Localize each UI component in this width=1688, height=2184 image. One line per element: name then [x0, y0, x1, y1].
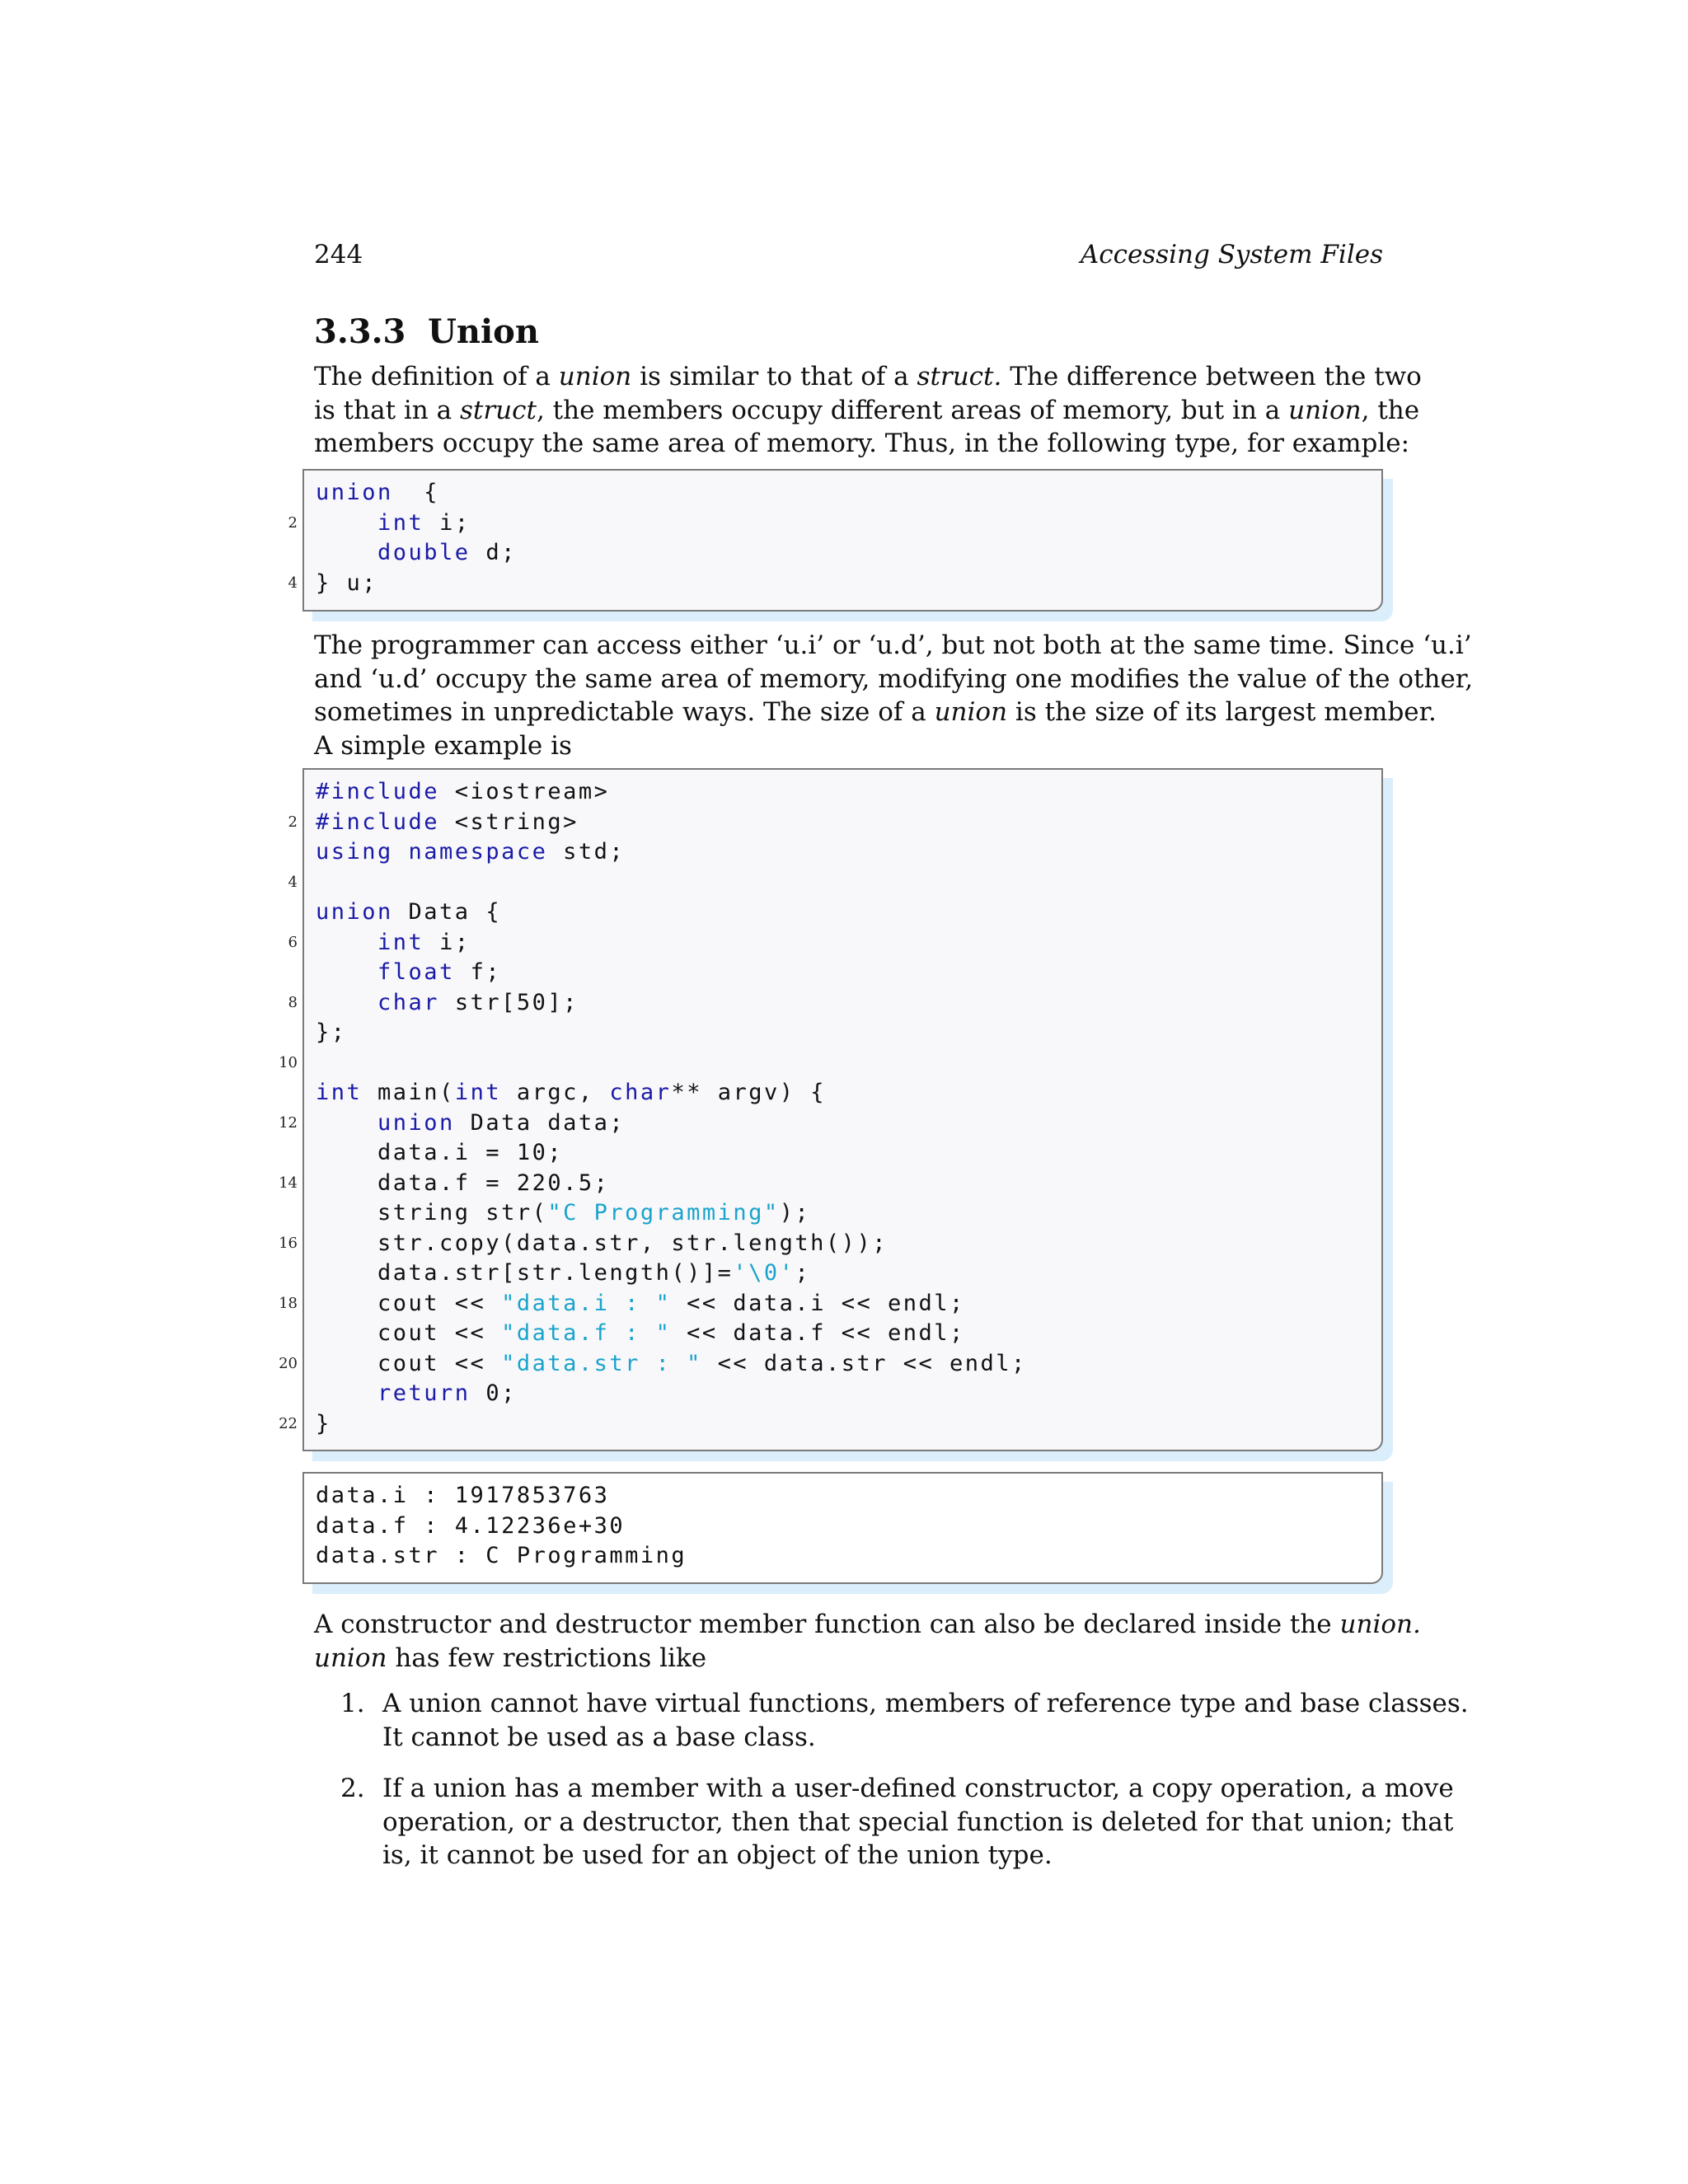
code-text [316, 927, 471, 958]
text-line [314, 360, 1422, 394]
code-token: ** argv) { [671, 1080, 826, 1105]
list-item-number: 2. [340, 1774, 365, 1803]
text-line [314, 729, 1383, 763]
code-token: cout << [316, 1320, 502, 1346]
emphasized-term: union [1288, 395, 1362, 425]
emphasized-term: union [558, 362, 632, 391]
explanation-paragraph [314, 629, 1474, 762]
code-text [316, 957, 501, 987]
code-token: }; [316, 1019, 347, 1045]
line-number: 20 [279, 1354, 298, 1372]
code-text [316, 1258, 810, 1288]
code-token: f; [454, 959, 502, 985]
code-token: data.str : C Programming [316, 1543, 687, 1568]
code-token: cout << [316, 1350, 502, 1376]
section-number: 3.3.3 [314, 312, 406, 351]
code-token: std; [547, 839, 626, 865]
code-keyword: int [316, 1080, 363, 1105]
code-token [316, 930, 377, 955]
code-token: << data.f << endl; [671, 1320, 965, 1346]
code-token: <string> [439, 808, 579, 835]
text-line: is, it cannot be used for an object of the union type. [382, 1840, 1053, 1870]
code-token [316, 1110, 377, 1136]
text-run: is the size of its largest member. [1007, 697, 1437, 727]
code-keyword: int [377, 509, 424, 536]
line-number: 4 [288, 574, 298, 592]
code-text [316, 1378, 517, 1408]
emphasized-term: struct. [917, 362, 1002, 391]
code-keyword: int [377, 929, 424, 955]
code-listing-union-example [279, 768, 1383, 1451]
text-line: A union cannot have virtual functions, members of reference type and base classes. [382, 1689, 1469, 1718]
code-token: } [316, 1410, 331, 1436]
code-text [316, 1511, 625, 1541]
text-line: It cannot be used as a base class. [382, 1722, 816, 1752]
code-text [316, 1228, 888, 1258]
code-text [316, 776, 609, 807]
list-item-text [382, 1772, 1454, 1872]
code-keyword: double [377, 540, 471, 565]
section-title: Union [428, 312, 539, 351]
code-text [316, 1408, 331, 1439]
code-token: <iostream> [439, 779, 610, 804]
text-run: , the [1361, 395, 1420, 425]
constructor-paragraph [314, 1608, 1421, 1675]
code-token: data.f : 4.12236e+30 [316, 1512, 626, 1539]
code-text [316, 1197, 810, 1228]
emphasized-term: struct [459, 395, 537, 425]
code-token: argc, [501, 1080, 610, 1105]
code-keyword: return [377, 1380, 471, 1406]
text-run: The programmer can access either ‘u.i’ or ‘u.d’, but not both at the same time. Since ‘u.i’ [314, 630, 1472, 660]
text-run: A simple example is [314, 730, 572, 761]
code-token: } u; [316, 569, 378, 596]
code-token: data.i : 1917853763 [316, 1483, 610, 1508]
code-string: "data.f : " [501, 1320, 672, 1346]
code-token: Data data; [454, 1109, 626, 1136]
emphasized-term: union. [1339, 1610, 1421, 1639]
code-token: { [392, 480, 440, 505]
code-text [316, 477, 439, 508]
code-text [316, 1288, 965, 1319]
code-text [316, 1077, 826, 1108]
text-run: A constructor and destructor member function can also be declared inside the [314, 1610, 1340, 1639]
list-item-text [382, 1687, 1469, 1754]
line-number: 2 [288, 513, 298, 532]
code-text [316, 508, 471, 538]
code-string: '\0' [733, 1260, 795, 1286]
line-number: 14 [279, 1174, 298, 1192]
code-text [316, 537, 517, 568]
code-keyword: #include [316, 779, 440, 804]
line-number: 2 [288, 813, 298, 831]
text-run: sometimes in unpredictable ways. The size of a [314, 697, 935, 727]
code-keyword: char [609, 1080, 672, 1105]
code-listing-union-declaration [288, 469, 1383, 612]
line-number: 16 [279, 1234, 298, 1252]
code-text [316, 568, 377, 598]
code-keyword: using [316, 839, 393, 865]
code-keyword: int [454, 1080, 502, 1105]
line-number: 18 [279, 1294, 298, 1312]
code-token: ; [795, 1260, 811, 1286]
line-number: 8 [288, 993, 298, 1011]
code-keyword: float [377, 959, 455, 985]
code-token [316, 959, 377, 985]
code-text [316, 1348, 1027, 1379]
emphasized-term: union [314, 1643, 387, 1673]
code-token [316, 990, 377, 1015]
code-token: data.str[str.length()]= [316, 1260, 734, 1286]
code-token [316, 510, 377, 536]
code-token: << data.i << endl; [671, 1290, 965, 1316]
code-token: str[50]; [439, 989, 579, 1015]
text-line [314, 1642, 1383, 1675]
running-title: Accessing System Files [1080, 240, 1383, 269]
text-line [314, 629, 1472, 663]
text-run: members occupy the same area of memory. Thus, in the following type, for example: [314, 429, 1410, 458]
code-keyword: namespace [408, 839, 548, 865]
code-text [316, 1168, 609, 1198]
text-run: The definition of a [314, 362, 559, 391]
code-text [316, 897, 501, 927]
code-token: main( [362, 1080, 455, 1105]
text-run: is that in a [314, 395, 460, 425]
code-token: str.copy(data.str, str.length()); [316, 1230, 888, 1256]
code-keyword: #include [316, 808, 440, 835]
code-keyword: union [316, 899, 393, 925]
page-number: 244 [314, 240, 363, 269]
code-token: string str( [316, 1200, 548, 1226]
emphasized-term: union [934, 697, 1008, 727]
running-header [314, 237, 1383, 273]
code-text [316, 987, 579, 1018]
code-text [316, 1318, 965, 1348]
code-token: ); [779, 1200, 811, 1226]
code-token [316, 1380, 377, 1406]
code-token [393, 839, 409, 865]
code-string: "C Programming" [547, 1200, 780, 1226]
text-run: has few restrictions like [387, 1643, 707, 1673]
code-token [316, 540, 377, 565]
text-line [314, 427, 1410, 461]
code-text [316, 1540, 687, 1571]
code-token: << data.str << endl; [701, 1350, 1027, 1376]
text-line: If a union has a member with a user-defined constructor, a copy operation, a move [382, 1774, 1454, 1803]
code-text [316, 1137, 563, 1168]
code-string: "data.str : " [501, 1350, 702, 1376]
text-run: is similar to that of a [631, 362, 917, 391]
code-text [316, 1108, 625, 1138]
text-run: and ‘u.d’ occupy the same area of memory, modifying one modifies the value of the other, [314, 663, 1474, 694]
list-item-number: 1. [340, 1689, 365, 1718]
section-heading [314, 312, 539, 353]
text-line: operation, or a destructor, then that special function is deleted for that union; that [382, 1807, 1454, 1837]
text-line [314, 394, 1420, 428]
line-number: 4 [288, 873, 298, 891]
text-line [314, 696, 1437, 729]
text-run: The difference between the two [1001, 362, 1422, 391]
line-number: 12 [279, 1113, 298, 1132]
code-text [316, 837, 625, 867]
code-token: Data { [392, 899, 502, 925]
text-run: , the members occupy different areas of memory, but in a [536, 395, 1289, 425]
code-keyword: char [377, 989, 440, 1015]
code-text [316, 1480, 609, 1511]
code-token: d; [470, 540, 517, 565]
text-line [314, 663, 1474, 696]
code-text [316, 1017, 347, 1047]
code-token: i; [424, 929, 471, 955]
code-keyword: union [377, 1109, 455, 1136]
code-string: "data.i : " [501, 1290, 672, 1316]
code-token: i; [424, 509, 471, 536]
line-number: 6 [288, 933, 298, 951]
text-line [314, 1608, 1421, 1642]
code-text [316, 807, 579, 837]
line-number: 10 [279, 1053, 298, 1071]
intro-paragraph [314, 360, 1422, 461]
code-token: cout << [316, 1290, 502, 1316]
line-number: 22 [279, 1414, 298, 1432]
code-token: 0; [470, 1380, 517, 1406]
code-keyword: union [316, 480, 393, 505]
code-token: data.i = 10; [316, 1140, 564, 1165]
code-token: data.f = 220.5; [316, 1169, 610, 1196]
program-output-box [302, 1472, 1383, 1584]
